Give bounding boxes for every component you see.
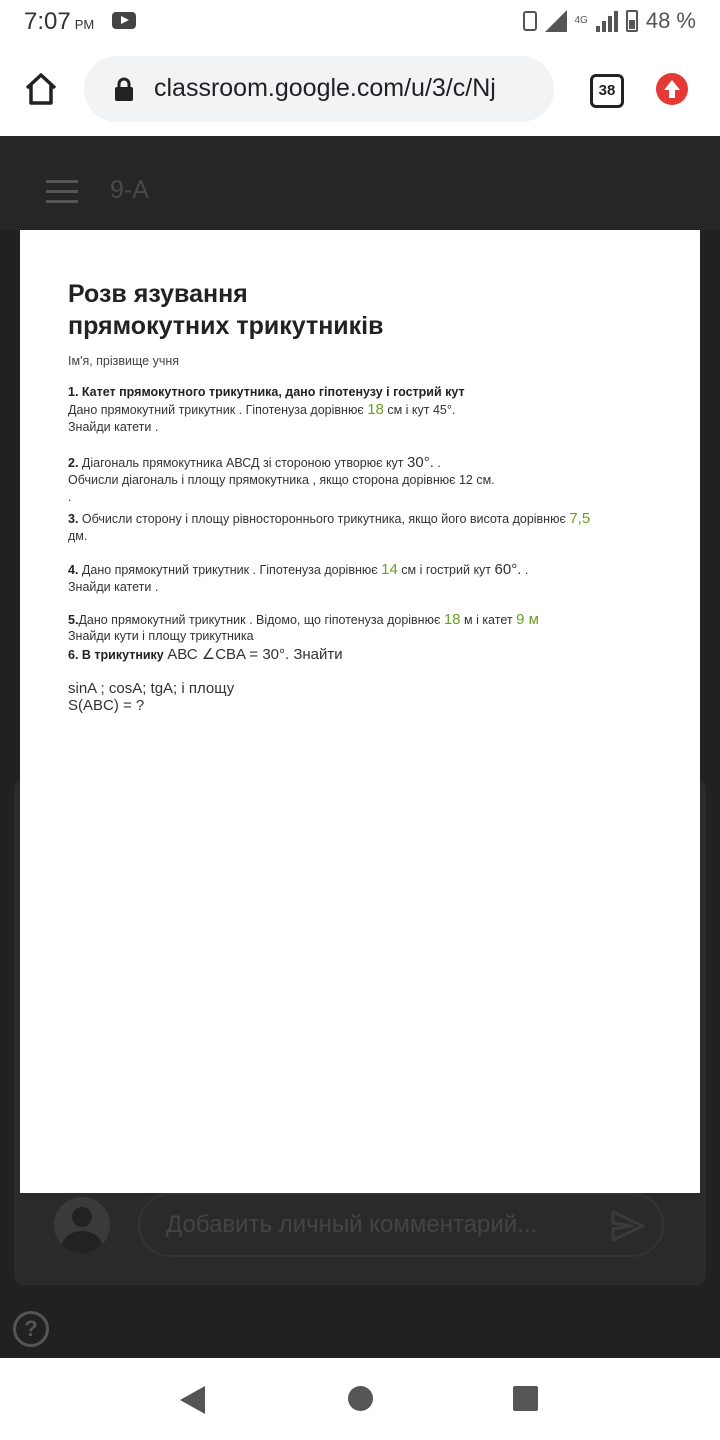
address-bar[interactable] xyxy=(84,56,554,122)
title-line-1: Розв язування xyxy=(68,280,248,308)
home-circle-icon[interactable] xyxy=(348,1386,373,1411)
menu-icon[interactable] xyxy=(46,180,78,204)
task-5-text: Дано прямокутний трикутник . Відомо, що гіпотенуза дорівнює xyxy=(78,613,441,627)
task-6-area: S(ABC) = ? xyxy=(68,697,145,714)
document-preview xyxy=(20,230,700,1193)
status-ampm: PM xyxy=(74,17,95,32)
class-title: 9-A xyxy=(110,176,149,204)
task-6 xyxy=(68,646,668,714)
status-icons xyxy=(523,8,697,34)
task-4-text: Дано прямокутний трикутник . Гіпотенуза дорівнює xyxy=(81,563,378,577)
signal-icon xyxy=(596,10,618,32)
network-type: 4G xyxy=(574,15,588,26)
browser-toolbar xyxy=(0,44,720,136)
classroom-app-bar xyxy=(0,136,720,230)
student-name-label: Ім'я, прізвище учня xyxy=(68,354,180,368)
avatar-icon xyxy=(54,1197,110,1253)
task-1-heading: 1. Катет прямокутного трикутника, дано гіпотенузу і гострий кут xyxy=(68,385,465,399)
task-4 xyxy=(68,561,668,596)
task-5-value-hypotenuse: 18 xyxy=(443,611,461,628)
private-comment-input[interactable] xyxy=(138,1193,664,1257)
task-5 xyxy=(68,612,668,644)
task-4-number: 4. xyxy=(68,563,79,577)
task-3 xyxy=(68,510,668,545)
signal-empty-icon xyxy=(545,10,567,32)
tab-switcher-button[interactable]: 38 xyxy=(590,74,624,108)
task-1-question: Знайди катети . xyxy=(68,420,159,434)
vibrate-icon xyxy=(523,11,537,31)
task-3-number: 3. xyxy=(68,512,79,526)
task-1-text-end: см і кут 45°. xyxy=(387,403,456,417)
task-5-question: Знайди кути і площу трикутника xyxy=(68,629,254,643)
task-6-number: 6. В трикутнику xyxy=(68,648,164,662)
task-2-question: Обчисли діагональ і площу прямокутника , якщо сторона дорівнює 12 см. xyxy=(68,473,495,487)
document-content xyxy=(68,278,668,714)
update-arrow-icon[interactable] xyxy=(656,73,688,105)
task-4-angle: 60°. xyxy=(494,561,522,578)
task-2-text: Діагональ прямокутника АВСД зі стороною утворює кут xyxy=(81,456,404,470)
youtube-notification-icon xyxy=(112,12,136,29)
task-4-text-mid: см і гострий кут xyxy=(401,563,492,577)
task-6-functions: sinA ; cosA; tgA; і площу xyxy=(68,680,235,697)
task-2-extra-dot: . xyxy=(68,490,72,504)
home-icon[interactable] xyxy=(24,72,58,106)
task-2-dot: . xyxy=(437,456,441,470)
task-2 xyxy=(68,454,668,506)
battery-icon xyxy=(626,10,638,32)
task-6-text: АВС ∠CBA = 30°. Знайти xyxy=(167,646,343,663)
task-5-number: 5. xyxy=(68,613,79,627)
task-2-number: 2. xyxy=(68,456,79,470)
task-1 xyxy=(68,384,668,436)
title-line-2: прямокутних трикутників xyxy=(68,312,384,340)
lock-icon xyxy=(114,77,134,101)
task-4-dot: . xyxy=(524,563,529,577)
task-1-value: 18 xyxy=(367,401,384,418)
status-time: 7:07 PM xyxy=(24,8,95,35)
task-4-question: Знайди катети . xyxy=(68,580,159,594)
task-1-text: Дано прямокутний трикутник . Гіпотенуза дорівнює xyxy=(68,403,364,417)
document-title xyxy=(68,278,668,342)
status-bar xyxy=(0,0,720,44)
task-5-text-mid: м і катет xyxy=(464,613,513,627)
task-2-angle: 30°. xyxy=(407,454,434,471)
system-navigation-bar xyxy=(0,1358,720,1440)
task-4-value: 14 xyxy=(381,561,398,578)
url-text[interactable]: classroom.google.com/u/3/c/Nj xyxy=(154,74,496,102)
task-5-value-leg: 9 м xyxy=(516,611,539,628)
recents-icon[interactable] xyxy=(513,1386,538,1411)
task-3-text: Обчисли сторону і площу рівностороннього трикутника, якщо його висота дорівнює xyxy=(81,512,566,526)
back-icon[interactable] xyxy=(180,1386,205,1414)
battery-level: 48 % xyxy=(645,8,696,33)
comment-placeholder: Добавить личный комментарий... xyxy=(166,1211,538,1238)
send-icon[interactable] xyxy=(610,1208,646,1244)
task-3-unit: дм. xyxy=(68,529,88,543)
task-3-value: 7,5 xyxy=(569,510,591,527)
help-icon[interactable]: ? xyxy=(13,1311,49,1347)
